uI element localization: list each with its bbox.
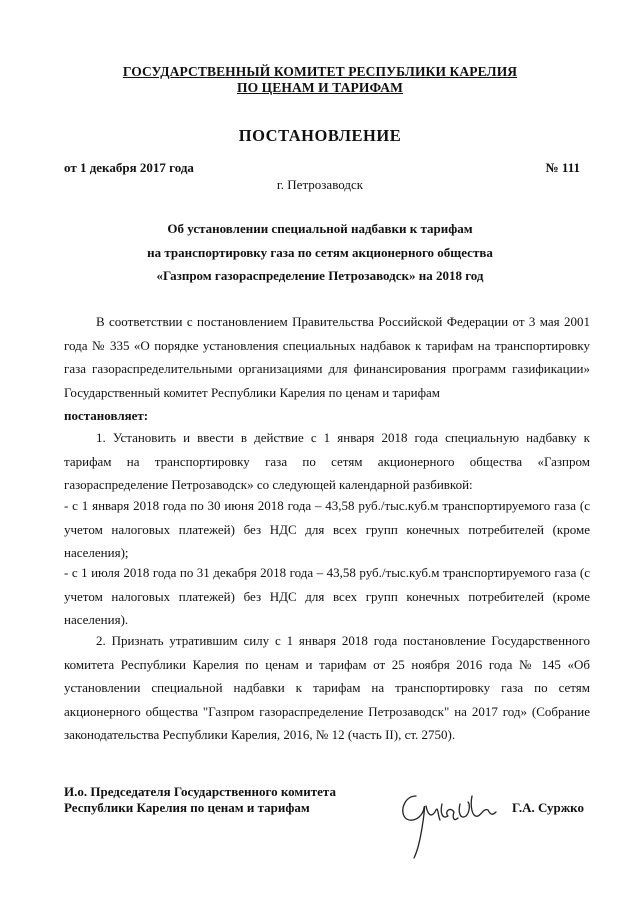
item-2-paragraph: 2. Признать утратившим силу с 1 января 2018 года постановление Государственного комитета Республики Карелия по ценам и тарифам от 25 ноября 2016 года № 145 «Об установлении специальной надбавки к тарифам на транспортировку газа по сетям акционерного общества "Газпром газораспределение Петрозаводск" на 2017 год» (Собрание законодательства Республики Карелия, 2016, № 12 (часть II), ст. 2750). [64,633,590,743]
document-type-heading: ПОСТАНОВЛЕНИЕ [238,126,402,145]
handwritten-signature [392,782,502,862]
decree-word: постановляет: [64,408,149,424]
bullet-period-2: - с 1 июля 2018 года по 31 декабря 2018 года – 43,58 руб./тыс.куб.м транспортируемого газа (с учетом налоговых платежей) без НДС для всех групп конечных потребителей (кроме населения). [64,565,590,628]
document-date: от 1 декабря 2017 года [64,160,194,175]
document-number: № 111 [545,160,580,175]
document-city: г. Петрозаводск [276,177,364,192]
intro-text: В соответствии с постановлением Правительства Российской Федерации от 3 мая 2001 года № 335 «О порядке установления специальных надбавок к тарифам на транспортировку газа газораспределительными организациями для финансирования программ газификации» Государственный комитет Республики Карелия по ценам и тарифам [64,314,590,400]
organization-name-line1: ГОСУДАРСТВЕННЫЙ КОМИТЕТ РЕСПУБЛИКИ КАРЕЛИЯ [122,64,518,79]
bullet-period-1: - с 1 января 2018 года по 30 июня 2018 года – 43,58 руб./тыс.куб.м транспортируемого газа (с учетом налоговых платежей) без НДС для всех групп конечных потребителей (кроме населения); [64,498,590,561]
signatory-title-line2: Республики Карелия по ценам и тарифам [64,800,310,815]
document-title-line1: Об установлении специальной надбавки к тарифам [167,221,473,236]
intro-paragraph [64,310,590,428]
signatory-title-line1: И.о. Председателя Государственного комитета [64,784,336,799]
signatory-name: Г.А. Суржко [512,800,584,815]
document-title-line3: «Газпром газораспределение Петрозаводск» на 2018 год [156,268,484,283]
document-title-line2: на транспортировку газа по сетям акционерного общества [147,245,493,260]
item-1-paragraph: 1. Установить и ввести в действие с 1 января 2018 года специальную надбавку к тарифам на транспортировку газа по сетям акционерного общества «Газпром газораспределение Петрозаводск» со следующей календарной разбивкой: [64,430,590,493]
organization-name-line2: ПО ЦЕНАМ И ТАРИФАМ [237,80,403,95]
